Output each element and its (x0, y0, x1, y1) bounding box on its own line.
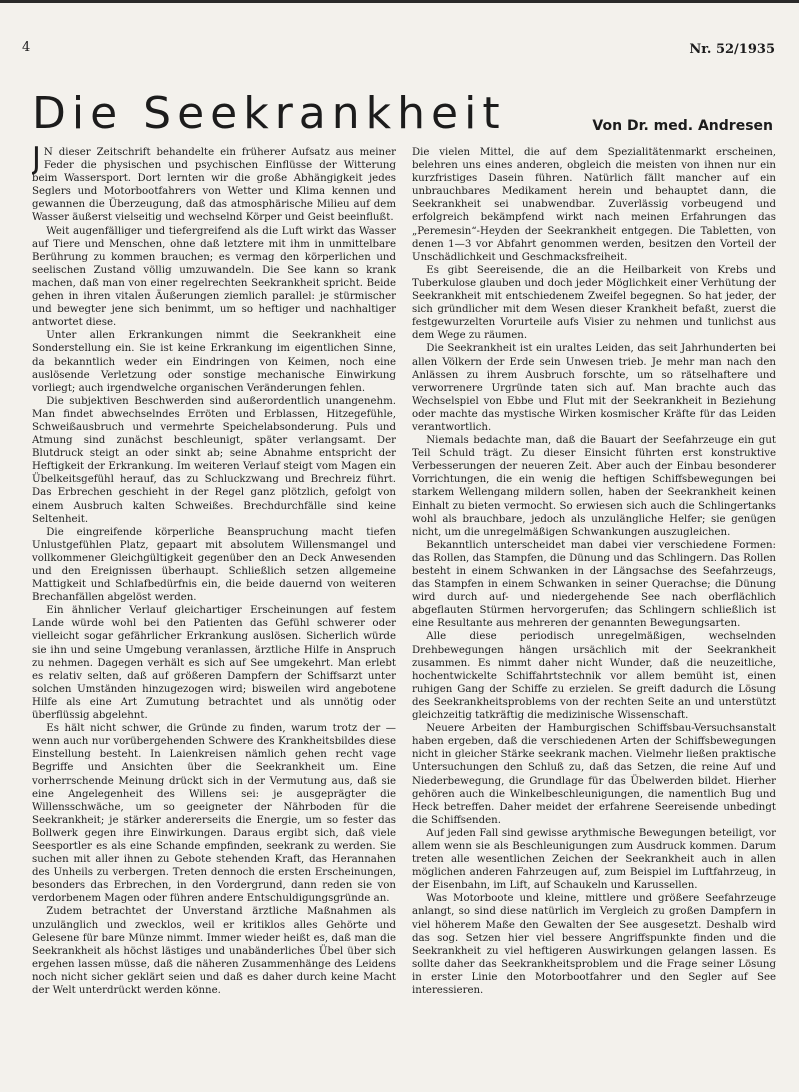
paragraph: Alle diese periodisch unregelmäßigen, wechselnden Drehbewegungen hängen ursächlich mit der Seekrankheit zusammen. Es nimmt daher nicht Wunder, daß die neuzeitliche, hochentwickelte Schiffahrtstechnik vor allem bemüht ist, einen ruhigen Gang der Schiffe zu erzielen. Se greift dadurch die Lösung des Seekrankheitsproblems von der rechten Seite an und unterstützt gleichzeitig tatkräftig die medizinische Wissenschaft. (412, 631, 776, 722)
paragraph: Weit augenfälliger und tiefergreifend als die Luft wirkt das Wasser auf Tiere und Menschen, ohne daß letztere mit ihm in unmittelbare Berührung zu kommen brauchen; es vermag den körperlichen und seelischen Zustand völlig umzuwandeln. Die See kann so krank machen, daß man von einer regelrechten Seekrankheit spricht. Beide gehen in ihren vitalen Äußerungen ziemlich parallel: je stürmischer und bewegter jene sich benimmt, um so heftiger und nachhaltiger antwortet diese. (32, 225, 396, 329)
paragraph: Neuere Arbeiten der Hamburgischen Schiffsbau-Versuchsanstalt haben ergeben, daß die verschiedenen Arten der Schiffsbewegungen nicht in gleicher Stärke seekrank machen. Vielmehr ließen praktische Untersuchungen den Schluß zu, daß das Setzen, die reine Auf und Niederbewegung, die Grundlage für das Übelwerden bildet. Hierher gehören auch die Winkelbeschleunigungen, die namentlich Bug und Heck betreffen. Daher meidet der erfahrene Seereisende unbedingt die Schiffsenden. (412, 723, 776, 826)
paragraph: Niemals bedachte man, daß die Bauart der Seefahrzeuge ein gut Teil Schuld trägt. Zu dieser Einsicht führten erst konstruktive Verbesserungen der neueren Zeit. Aber auch der Einbau besonderer Vorrichtungen, die ein wenig die heftigen Schiffsbewegungen bei starkem Wellengang mildern sollen, haben der Seekrankheit keinen Einhalt zu bieten vermocht. So erwiesen sich auch die Schlingertanks wohl als brauchbare, jedoch als unzulängliche Helfer; sie genügen nicht, um die unregelmäßigen Schwankungen auszugleichen. (412, 435, 776, 538)
paragraph: Was Motorboote und kleine, mittlere und größere Seefahrzeuge anlangt, so sind diese natürlich im Vergleich zu großen Dampfern in viel höherem Maße den Gewalten der See ausgesetzt. Deshalb wird das sog. Setzen hier viel bessere Angriffspunkte finden und die Seekrankheit zu viel heftigeren Auswirkungen gelangen lassen. Es sollte daher das Seekrankheitsproblem und die Frage seiner Lösung in erster Linie den Motorbootfahrer und den Segler auf See interessieren. (412, 893, 776, 996)
paragraph: Ein ähnlicher Verlauf gleichartiger Erscheinungen auf festem Lande würde wohl bei den Patienten das Gefühl schwerer oder vielleicht sogar gefährlicher Erkrankung auslösen. Sicherlich würde sie ihn und seine Umgebung veranlassen, ärztliche Hilfe in Anspruch zu nehmen. Dagegen verhält es sich auf See umgekehrt. Man erlebt es relativ selten, daß auf größeren Dampfern der Schiffsarzt unter solchen Umständen hinzugezogen wird; bisweilen wird angebotene Hilfe als eine Art Zumutung betrachtet und als unnötig oder überflüssig abgelehnt. (32, 605, 396, 722)
page-number: 4 (22, 40, 31, 55)
paragraph: Unter allen Erkrankungen nimmt die Seekrankheit eine Sonderstellung ein. Sie ist keine Erkrankung im eigentlichen Sinne, da bekanntlich weder ein Eindringen von Keimen, noch eine auslösende Verletzung oder sonstige mechanische Einwirkung vorliegt; auch irgendwelche organischen Veränderungen fehlen. (32, 330, 396, 394)
right-column (412, 146, 776, 1086)
drop-cap: J (32, 146, 41, 176)
paragraph: Bekanntlich unterscheidet man dabei vier verschiedene Formen: das Rollen, das Stampfen, die Dünung und das Schlingern. Das Rollen besteht in einem Schwanken in der Längsachse des Seefahrzeugs, das Stampfen in einem Schwanken in seiner Querachse; die Dünung wird durch auf- und niedergehende See nach oberflächlich abgeflauten Stürmen hervorgerufen; das Schlingern schließlich ist eine Resultante aus mehreren der genannten Bewegungsarten. (412, 539, 776, 630)
paragraph: Die subjektiven Beschwerden sind außerordentlich unangenehm. Man findet abwechselndes Erröten und Erblassen, Hitzegefühle, Schweißausbruch und vermehrte Speichelabsonderung. Puls und Atmung sind zunächst beschleunigt, später verlangsamt. Der Blutdruck steigt an oder sinkt ab; seine Abnahme entspricht der Heftigkeit der Erkrankung. Im weiteren Verlauf steigt vom Magen ein Übelkeitsgefühl herauf, das zu Schluckzwang und Brechreiz führt. Das Erbrechen geschieht in der Regel ganz plötzlich, gefolgt von einem Ausbruch kalten Schweißes. Brechdurchfälle sind keine Seltenheit. (32, 395, 396, 525)
article-title: Die Seekrankheit (32, 88, 506, 139)
paragraph: Es hält nicht schwer, die Gründe zu finden, warum trotz der — wenn auch nur vorübergehenden Schwere des Krankheitsbildes diese Einstellung besteht. In Laienkreisen nämlich gehen recht vage Begriffe und Ansichten über die Seekrankheit um. Eine vorherrschende Meinung drückt sich in der Vermutung aus, daß sie eine Angelegenheit des Willens sei: je ausgeprägter die Willensschwäche, um so geeigneter der Nährboden für die Seekrankheit; je stärker andererseits die Energie, um so fester das Bollwerk gegen ihre Einwirkungen. Daraus ergibt sich, daß viele Seesportler es als eine Schande empfinden, seekrank zu werden. Sie suchen mit aller ihnen zu Gebote stehenden Kraft, das Herannahen des Unheils zu verbergen. Treten dennoch die ersten Erscheinungen, besonders das Erbrechen, in den Vordergrund, dann reden sie von verdorbenem Magen oder führen andere Entschuldigungsgründe an. (32, 723, 396, 905)
paragraph (32, 146, 396, 225)
article-author: Von Dr. med. Andresen (592, 118, 773, 134)
paragraph: Auf jeden Fall sind gewisse arythmische Bewegungen beteiligt, vor allem wenn sie als Beschleunigungen zum Ausdruck kommen. Darum treten alle wesentlichen Zeichen der Seekrankheit auch in allen möglichen anderen Fahrzeugen auf, zum Beispiel im Luftfahrzeug, in der Eisenbahn, im Lift, auf Schaukeln und Karussellen. (412, 827, 776, 892)
issue-number: Nr. 52/1935 (689, 42, 775, 57)
paragraph-text: N dieser Zeitschrift behandelte ein früherer Aufsatz aus meiner Feder die physischen und psychischen Einflüsse der Witterung beim Wassersport. Dort lernten wir die große Abhängigkeit jedes Seglers und Motorbootfahrers von Wetter und Klima kennen und gewannen die Überzeugung, daß das atmosphärische Milieu auf dem Wasser äußerst vielseitig und wechselnd Körper und Geist beeinflußt. (32, 147, 396, 224)
paragraph: Zudem betrachtet der Unverstand ärztliche Maßnahmen als unzulänglich und zwecklos, weil er kritiklos alles Gehörte und Gelesene für bare Münze nimmt. Immer wieder heißt es, daß man die Seekrankheit als höchst lästiges und unabänderliches Übel über sich ergehen lassen müsse, daß die näheren Zusammenhänge des Leidens noch nicht sicher geklärt seien und daß es daher durch keine Macht der Welt unterdrückt werden könne. (32, 906, 396, 996)
left-column (32, 146, 396, 1086)
paragraph: Die vielen Mittel, die auf dem Spezialitätenmarkt erscheinen, belehren uns eines anderen, obgleich die meisten von ihnen nur ein kurzfristiges Dasein führen. Natürlich fällt mancher auf ein unbrauchbares Medikament herein und behauptet dann, die Seekrankheit sei unabwendbar. Zuverlässig vorbeugend und erfolgreich bekämpfend wirkt nach meinen Erfahrungen das „Peremesin“-Heyden der Seekrankheit entgegen. Die Tabletten, von denen 1—3 vor Abfahrt genommen werden, besitzen den Vorteil der Unschädlichkeit und Geschmacksfreiheit. (412, 147, 776, 263)
top-rule (0, 0, 799, 3)
paragraph: Die eingreifende körperliche Beanspruchung macht tiefen Unlustgefühlen Platz, gepaart mit absolutem Willensmangel und vollkommener Gleichgültigkeit gegenüber den an Deck Anwesenden und den Ereignissen überhaupt. Schließlich setzen allgemeine Mattigkeit und Schlafbedürfnis ein, die beide dauernd von weiteren Brechanfällen abgelöst werden. (32, 526, 396, 604)
paragraph: Die Seekrankheit ist ein uraltes Leiden, das seit Jahrhunderten bei allen Völkern der Erde sein Unwesen trieb. Je mehr man nach den Anlässen zu ihrem Ausbruch forschte, um so rätselhaftere und verworrenere Urgründe taten sich auf. Man brachte auch das Wechselspiel von Ebbe und Flut mit der Seekrankheit in Beziehung oder machte das mystische Wirken kosmischer Kräfte für das Leiden verantwortlich. (412, 343, 776, 433)
paragraph: Es gibt Seereisende, die an die Heilbarkeit von Krebs und Tuberkulose glauben und doch jeder Möglichkeit einer Verhütung der Seekrankheit mit entschiedenem Zweifel begegnen. So hat jeder, der sich gründlicher mit dem Wesen dieser Krankheit befaßt, zuerst die festgewurzelten Vorurteile aufs Visier zu nehmen und tunlichst aus dem Wege zu räumen. (412, 264, 776, 342)
